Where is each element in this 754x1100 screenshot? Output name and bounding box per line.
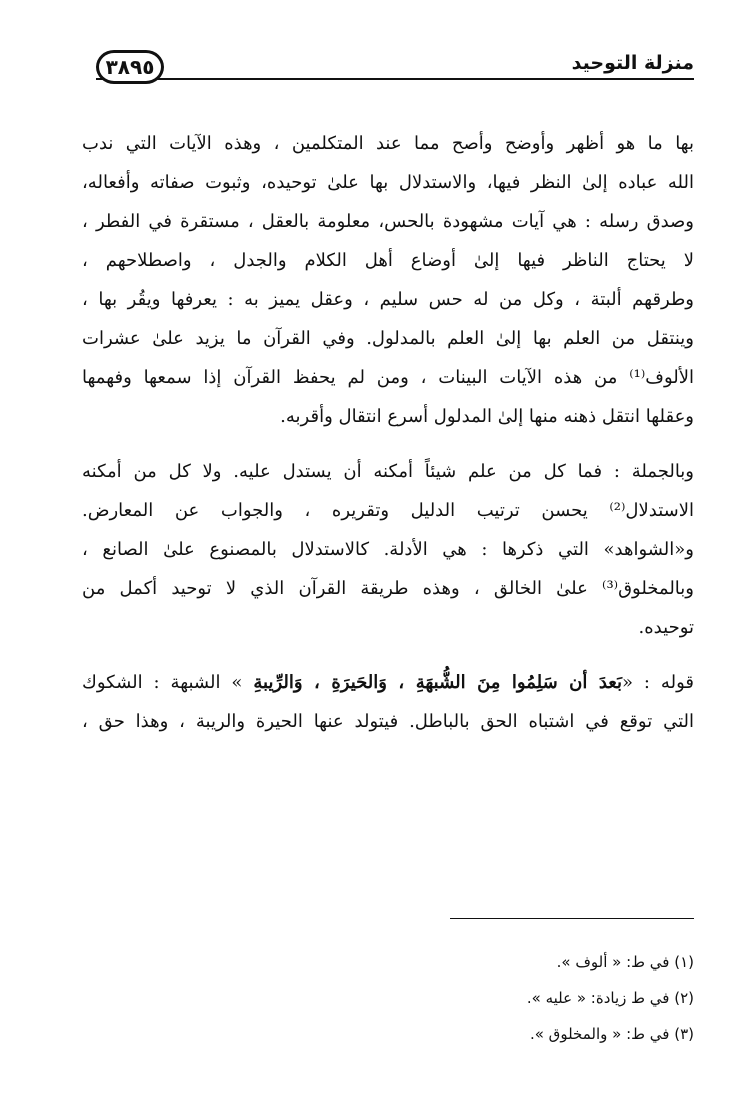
text-line: وبالمخلوق⁽³⁾ علىٰ الخالق ، وهذه طريقة القرآن الذي لا توحيد أكمل من bbox=[82, 578, 694, 599]
text-line: بها ما هو أظهر وأوضح وأصح مما عند المتكلمين ، وهذه الآيات التي ندب bbox=[82, 133, 694, 154]
running-title: منزلة التوحيد bbox=[571, 52, 694, 74]
quoted-text: بَعدَ أن سَلِمُوا مِنَ الشُّبهَةِ ، وَالحَيرَةِ ، وَالرِّيبةِ bbox=[253, 672, 622, 693]
quote-rest: » الشبهة : الشكوك bbox=[82, 672, 243, 693]
text-line: وعقلها انتقل ذهنه منها إلىٰ المدلول أسرع انتقال وأقربه. bbox=[280, 406, 694, 427]
quote-lead: قوله : « bbox=[621, 672, 694, 693]
text-line: وصدق رسله : هي آيات مشهودة بالحس، معلومة بالعقل ، مستقرة في الفطر ، bbox=[82, 211, 694, 232]
text-line: الله عباده إلىٰ النظر فيها، والاستدلال بها علىٰ توحيده، وثبوت صفاته وأفعاله، bbox=[82, 172, 694, 193]
text-line: لا يحتاج الناظر فيها إلىٰ أوضاع أهل الكلام والجدل ، واصطلاحهم ، bbox=[82, 250, 694, 271]
paragraph-gap bbox=[82, 647, 694, 663]
paragraph-gap bbox=[82, 436, 694, 452]
text-line-quote bbox=[82, 663, 694, 702]
text-line: وطرقهم ألبتة ، وكل من له حس سليم ، وعقل يميز به : يعرفها ويقُر بها ، bbox=[82, 289, 694, 310]
text-line: وينتقل من العلم بها إلىٰ العلم بالمدلول. وفي القرآن ما يزيد علىٰ عشرات bbox=[82, 328, 694, 349]
footnote-3: (٣) في ط: « والمخلوق ». bbox=[529, 1025, 694, 1043]
footnote-1: (١) في ط: « ألوف ». bbox=[556, 953, 694, 971]
footnote-rule bbox=[450, 918, 694, 919]
footnote-2: (٢) في ط زيادة: « عليه ». bbox=[526, 989, 694, 1007]
text-line: الألوف⁽¹⁾ من هذه الآيات البينات ، ومن لم يحفظ القرآن إذا سمعها وفهمها bbox=[82, 367, 694, 388]
footnotes bbox=[82, 944, 694, 1052]
page-number: ٣٨٩٥ bbox=[96, 50, 164, 84]
text-line: توحيده. bbox=[638, 617, 694, 638]
text-line: و«الشواهد» التي ذكرها : هي الأدلة. كالاستدلال بالمصنوع علىٰ الصانع ، bbox=[82, 539, 694, 560]
main-text bbox=[82, 124, 694, 741]
header-rule bbox=[96, 78, 694, 80]
text-line: التي توقع في اشتباه الحق بالباطل. فيتولد عنها الحيرة والريبة ، وهذا حق ، bbox=[82, 711, 694, 732]
text-line: وبالجملة : فما كل من علم شيئاً أمكنه أن يستدل عليه. ولا كل من أمكنه bbox=[82, 461, 694, 482]
text-line: الاستدلال⁽²⁾ يحسن ترتيب الدليل وتقريره ، والجواب عن المعارض. bbox=[82, 500, 694, 521]
